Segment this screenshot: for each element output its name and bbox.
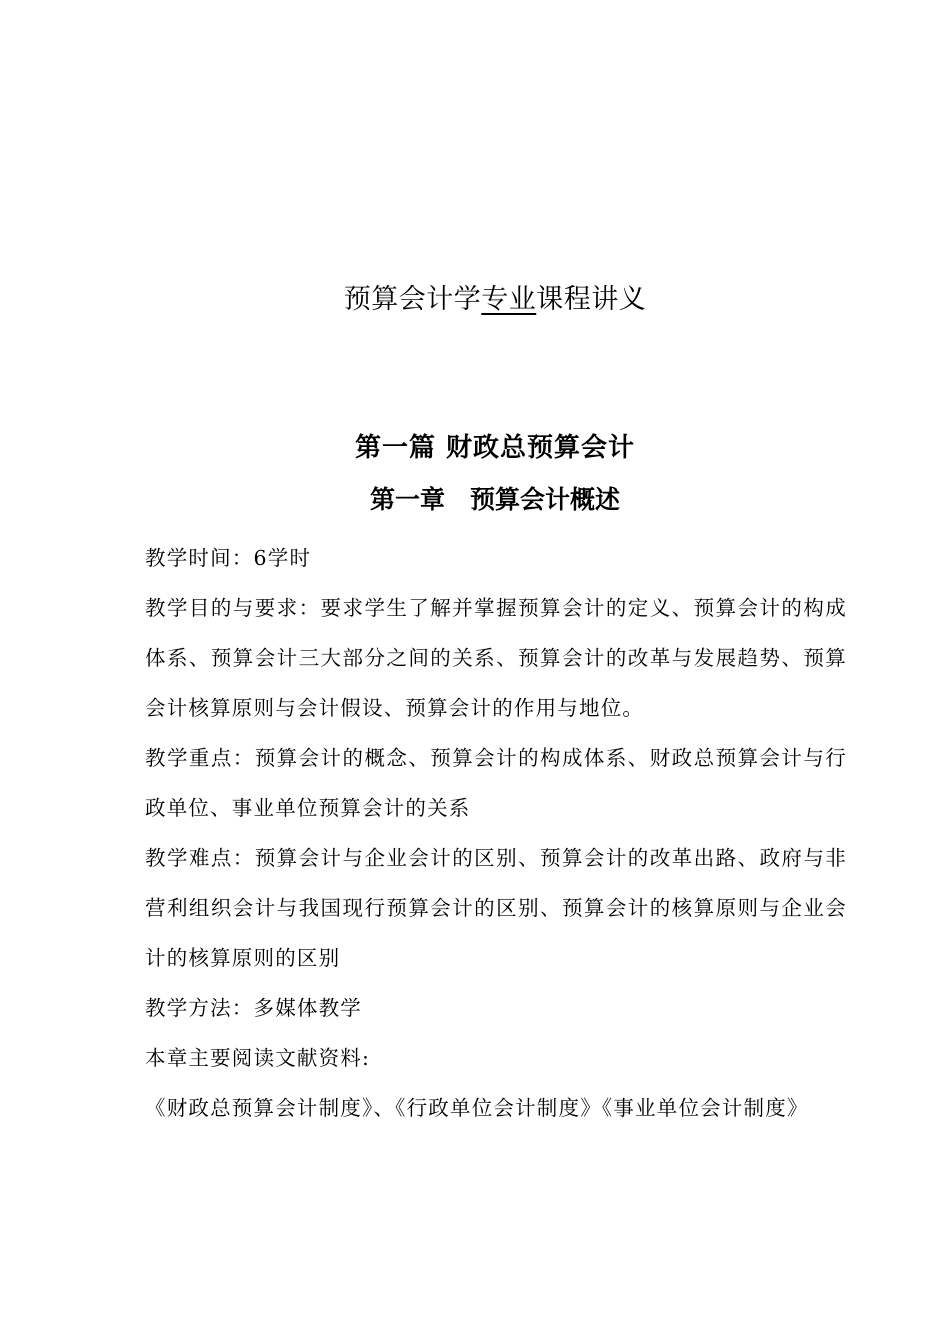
document-title: [0, 278, 950, 322]
document-title-underlined: 专业: [481, 284, 537, 315]
key-points-paragraph: 教学重点：预算会计的概念、预算会计的构成体系、财政总预算会计与行政单位、事业单位预算会计的关系: [145, 746, 847, 820]
teaching-method-paragraph: 教学方法：多媒体教学: [145, 996, 362, 1020]
teaching-objectives-paragraph: 教学目的与要求：要求学生了解并掌握预算会计的定义、预算会计的构成体系、预算会计三大部分之间的关系、预算会计的改革与发展趋势、预算会计核算原则与会计假设、预算会计的作用与地位。: [145, 596, 847, 720]
chapter-title: 第一章 预算会计概述: [369, 485, 620, 514]
reading-materials-list: 《财政总预算会计制度》、《行政单位会计制度》《事业单位会计制度》: [145, 1096, 809, 1120]
document-title-suffix: 课程讲义: [536, 284, 647, 315]
body-text: [145, 533, 847, 1133]
teaching-hours-paragraph: 教学时间：6学时: [145, 546, 312, 570]
difficult-points-paragraph: 教学难点：预算会计与企业会计的区别、预算会计的改革出路、政府与非营利组织会计与我国现行预算会计的区别、预算会计的核算原则与企业会计的核算原则的区别: [145, 846, 847, 970]
reading-materials-heading: 本章主要阅读文献资料:: [145, 1046, 371, 1070]
part-title: 第一篇 财政总预算会计: [354, 433, 636, 463]
document-title-prefix: 预算会计学: [343, 284, 482, 315]
